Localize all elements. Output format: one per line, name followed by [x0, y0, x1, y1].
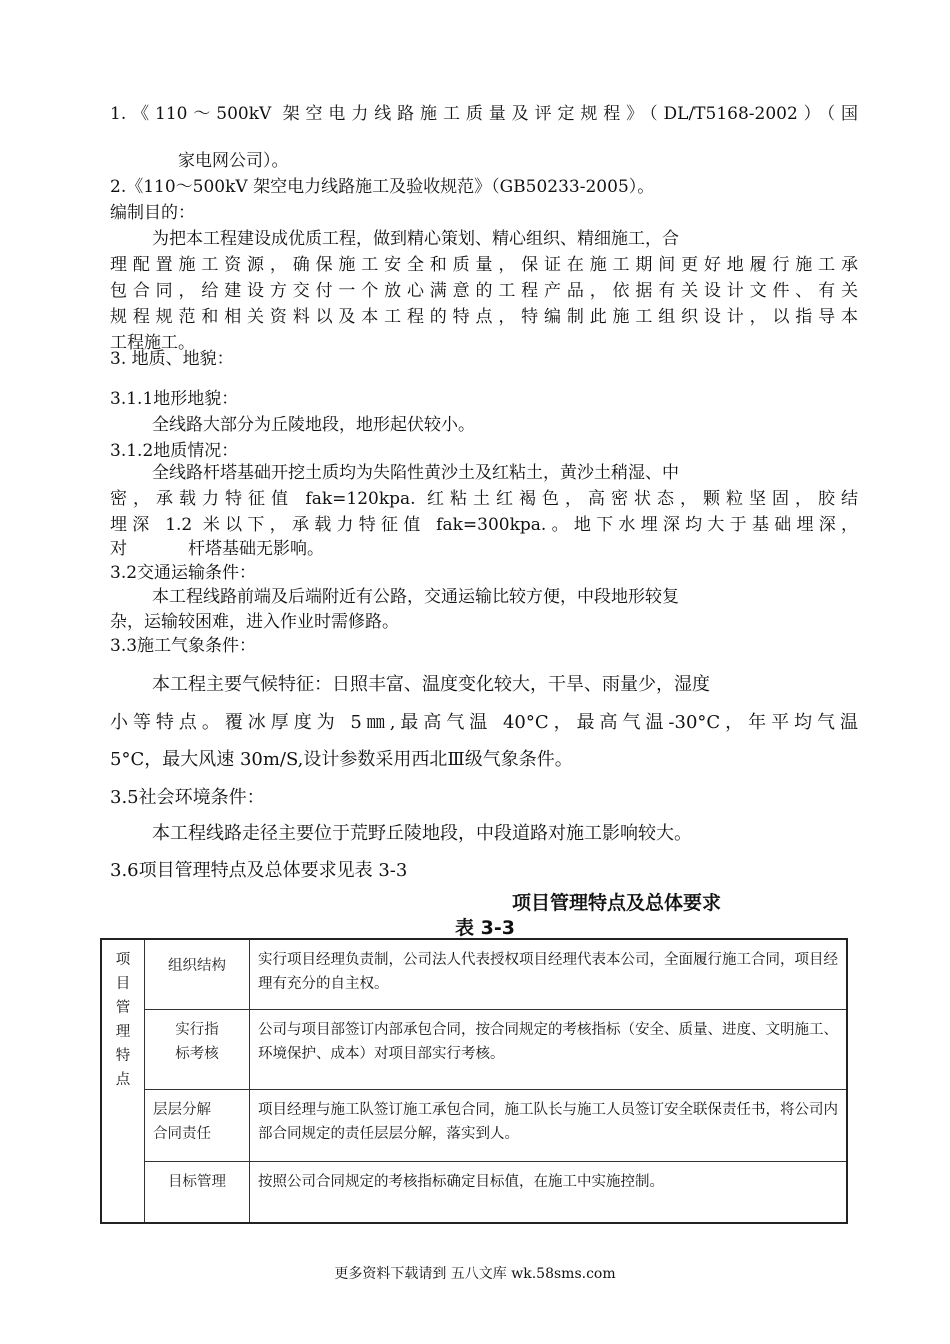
page-footer: 更多资料下载请到 五八文库 wk.58sms.com — [334, 1266, 616, 1282]
row-name: 组织结构 — [168, 958, 226, 974]
weather-line: 5°C，最大风速 30m/S,设计参数采用西北Ⅲ级气象条件。 — [110, 749, 573, 770]
row-name-cell — [145, 939, 250, 1009]
row-desc: 按照公司合同规定的考核指标确定目标值，在施工中实施控制。 — [258, 1173, 664, 1190]
traffic-heading: 3.2交通运输条件： — [110, 563, 257, 583]
soil-line-last-end: 杆塔基础无影响。 — [188, 539, 324, 559]
terrain-text: 全线路大部分为丘陵地段，地形起伏较小。 — [152, 415, 475, 435]
social-heading: 3.5社会环境条件： — [110, 787, 265, 808]
row-desc-cell — [250, 1089, 848, 1161]
row-name-cell — [145, 1161, 250, 1223]
side-header-char: 特 — [115, 1048, 131, 1064]
row-name: 层层分解 — [153, 1101, 211, 1118]
side-header-char: 理 — [115, 1024, 131, 1040]
row-desc: 公司与项目部签订内部承包合同，按合同规定的考核指标（安全、质量、进度、文明施工、环境保护、成本）对项目部实行考核。 — [258, 1021, 838, 1062]
purpose-line: 理配置施工资源，确保施工安全和质量，保证在施工期间更好地履行施工承 — [110, 255, 858, 275]
table-title: 项目管理特点及总体要求 — [512, 892, 722, 914]
management-table — [100, 938, 848, 1224]
purpose-line: 工程施工。 — [110, 333, 195, 353]
weather-line: 本工程主要气候特征：日照丰富、温度变化较大，干旱、雨量少，湿度 — [152, 674, 710, 695]
management-reference: 3.6项目管理特点及总体要求见表 3-3 — [110, 860, 408, 881]
side-header-char: 目 — [115, 976, 131, 992]
side-header-char: 项 — [115, 952, 131, 968]
geology-heading: 3. 地质、地貌： — [110, 349, 234, 369]
row-desc-cell — [250, 1009, 848, 1089]
soil-line: 全线路杆塔基础开挖土质均为失陷性黄沙土及红粘土，黄沙土稍湿、中 — [152, 463, 679, 483]
table-row — [101, 1089, 847, 1161]
purpose-heading: 编制目的： — [110, 203, 195, 223]
row-desc: 项目经理与施工队签订施工承包合同，施工队长与施工人员签订安全联保责任书，将公司内部合同规定的责任层层分解，落实到人。 — [258, 1101, 838, 1142]
weather-line: 小等特点。覆冰厚度为 5㎜,最高气温 40°C，最高气温-30°C，年平均气温 — [110, 712, 858, 733]
side-header-char: 管 — [115, 1000, 131, 1016]
table-number: 表 3-3 — [455, 917, 515, 939]
soil-line-last-start: 对 — [110, 539, 127, 559]
side-header-char: 点 — [115, 1072, 131, 1088]
soil-heading: 3.1.2地质情况： — [110, 441, 239, 461]
traffic-line: 杂，运输较困难，进入作业时需修路。 — [110, 612, 399, 632]
row-name: 实行指 — [175, 1021, 219, 1038]
row-desc-cell — [250, 1161, 848, 1223]
terrain-heading: 3.1.1地形地貌： — [110, 389, 239, 409]
side-header-cell — [101, 939, 145, 1223]
row-desc-cell — [250, 939, 848, 1009]
row-desc: 实行项目经理负责制，公司法人代表授权项目经理代表本公司，全面履行施工合同，项目经理有充分的自主权。 — [258, 952, 838, 992]
soil-line: 密，承载力特征值 fak=120kpa. 红粘土红褐色，高密状态，颗粒坚固，胶结 — [110, 489, 858, 509]
purpose-line: 规程规范和相关资料以及本工程的特点，特编制此施工组织设计，以指导本 — [110, 307, 858, 327]
reference-1-line-2: 家电网公司）。 — [178, 151, 289, 171]
row-name: 合同责任 — [153, 1125, 211, 1142]
row-name: 标考核 — [175, 1045, 219, 1062]
table-row — [101, 939, 847, 1009]
row-name-cell — [145, 1009, 250, 1089]
traffic-line: 本工程线路前端及后端附近有公路，交通运输比较方便，中段地形较复 — [152, 587, 679, 607]
purpose-line: 包合同，给建设方交付一个放心满意的工程产品，依据有关设计文件、有关 — [110, 281, 858, 301]
row-name: 目标管理 — [168, 1173, 226, 1190]
reference-1-line-1: 1.《110～500kV 架空电力线路施工质量及评定规程》（DL/T5168-2002）（国 — [110, 104, 858, 124]
row-name-cell — [145, 1089, 250, 1161]
reference-2: 2.《110～500kV 架空电力线路施工及验收规范》（GB50233-2005）。 — [110, 177, 655, 197]
table-row — [101, 1009, 847, 1089]
weather-heading: 3.3施工气象条件： — [110, 636, 257, 656]
social-text: 本工程线路走径主要位于荒野丘陵地段，中段道路对施工影响较大。 — [152, 823, 692, 844]
soil-line: 埋深 1.2 米以下，承载力特征值 fak=300kpa.。地下水埋深均大于基础埋深， — [110, 515, 858, 535]
table-row — [101, 1161, 847, 1223]
purpose-line: 为把本工程建设成优质工程，做到精心策划、精心组织、精细施工，合 — [152, 229, 679, 249]
